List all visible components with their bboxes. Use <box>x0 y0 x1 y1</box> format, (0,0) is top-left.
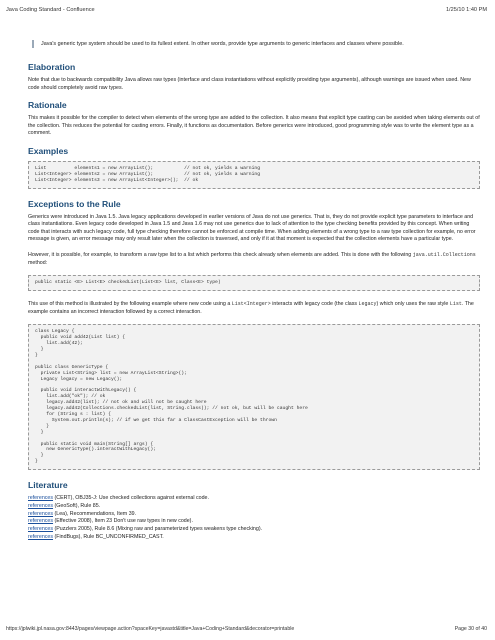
examples-code: List elements1 = new ArrayList(); // not ok, yields a warning List<Integer> elements2 = new ArrayList(); // not ok, yields a warning List<Integer> elements3 = new ArrayList<Integer>(); // ok <box>35 165 261 183</box>
document-title: Java Coding Standard - Confluence <box>6 7 95 13</box>
rationale-text: This makes it possible for the compiler to detect when elements of the wrong type are added to the collection. It also means that explicit type casting can be avoided when taking elements out of the collection. This reduces the potential for casting errors. Finally, it functions as documentation. Before generics were introduced, good programming style was to write the element type as a comment. <box>28 115 480 137</box>
inline-code-list: List <box>449 301 462 308</box>
reference-link[interactable]: references <box>28 510 54 517</box>
exceptions-text-2-pre: However, it is possible, for example, to transform a raw type list to a list which performs this check already when elements are added. This is done with the following <box>28 252 413 259</box>
heading-rationale: Rationale <box>28 100 67 111</box>
print-datetime: 1/25/10 1:40 PM <box>445 7 487 13</box>
legacy-code-block <box>28 324 480 470</box>
examples-code-block <box>28 161 480 189</box>
literature-item <box>28 495 480 503</box>
method-code-block <box>28 275 480 291</box>
print-footer <box>6 626 487 632</box>
heading-elaboration: Elaboration <box>28 62 76 72</box>
reference-text: (GeoSoft), Rule 85. <box>53 502 101 509</box>
exceptions-text-1: Generics were introduced in Java 1.5. Java legacy applications developed in earlier versions of Java do not use generics. That is, they do not provide explicit type parameters to interface and class instantiations. Even legacy code developed in Java 1.5 and Java 1.6 may not use generics due to lack of attention to the type checking benefits provided by this concept. When writing code that interacts with such legacy code, full type checking therefore cannot be enforced at compile time. When adding elements of a wrong type to a raw type collection for example, no error message is given, an error message may only result later when the collection is traversed, and only if it at that moment is expected that the collection elements have a particular type. <box>28 213 476 243</box>
exceptions-text-3-a: This use of this method is illustrated by the following example where new code using a <box>28 301 232 308</box>
exceptions-text-3-c: ) which only uses the raw style <box>376 301 450 308</box>
exceptions-text-2-post: method: <box>28 259 48 266</box>
exceptions-text-3 <box>28 301 480 316</box>
reference-text: (CERT), OBJ35-J: Use checked collections against external code. <box>53 495 209 502</box>
reference-link[interactable]: references <box>28 502 54 509</box>
reference-text: (Puzzlers 2005), Rule 8.6 (Mixing raw and parameterized types weakens type checking). <box>53 526 263 532</box>
exceptions-text-2 <box>28 252 480 267</box>
heading-literature: Literature <box>28 480 68 491</box>
reference-link[interactable]: references <box>28 495 54 502</box>
literature-item <box>28 511 480 519</box>
heading-exceptions: Exceptions to the Rule <box>28 198 121 209</box>
reference-text: (FindBugs), Rule BC_UNCONFIRMED_CAST. <box>53 533 164 540</box>
exceptions-text-3-b: interacts with legacy code (the class <box>270 301 359 308</box>
print-header <box>6 7 487 13</box>
literature-item <box>28 526 480 534</box>
heading-examples: Examples <box>28 145 69 156</box>
literature-item <box>28 503 480 511</box>
method-code: public static <E> List<E> checkedList(List<E> list, Class<E> type) <box>35 280 221 286</box>
page-url: https://jplwiki.jpl.nasa.gov:8443/pages/viewpage.action?spaceKey=javastd&title=Java+Coding+Standard&decorator=printable <box>6 626 295 632</box>
page-number: Page 30 of 40 <box>454 626 487 632</box>
inline-code-list-integer: List<Integer> <box>231 301 271 308</box>
reference-link[interactable]: references <box>28 518 54 525</box>
literature-list <box>28 495 480 541</box>
legacy-code: class Legacy { public void add42(List list) { list.add(42); } } public class GenericType { private List<String> list = new ArrayList<String>(); Legacy legacy = new Legacy(); public void interactWithLegacy() { list.add("ok"); // ok legacy.add42(list); // not ok and will not be caught here legacy.add42(Collections.checkedList(list, String.class)); // not ok, but will be caught here for (String s : list) { System.out.println(s); // if we get this far a ClassCastException will be thrown } } public static void main(String[] args) { new GenericType().interactWithLegacy(); } } <box>35 329 308 465</box>
page-content <box>28 40 480 541</box>
elaboration-text: Note that due to backwards compatibility Java allows raw types (interface and class instantiations without explicitly providing type arguments), although warnings are issued when used. New code should completely avoid raw types. <box>28 77 471 91</box>
reference-link[interactable]: references <box>28 533 54 540</box>
inline-code-legacy: Legacy <box>358 301 377 308</box>
exceptions-text-3-d: . The example contains an incorrect interaction followed by a correct interaction. <box>28 301 474 315</box>
reference-text: (Effective 2008), Item 23 Don't use raw types in new code). <box>53 518 193 525</box>
reference-link[interactable]: references <box>28 526 54 532</box>
reference-text: (Lea), Recommendations, Item 39. <box>53 510 137 517</box>
literature-item <box>28 518 480 526</box>
inline-code-collections: java.util.Collections <box>412 252 476 259</box>
guideline-tip: Java's generic type system should be used to its fullest extent. In other words, provide type arguments to generic interfaces and classes where possible. <box>32 40 480 48</box>
literature-item <box>28 534 480 542</box>
